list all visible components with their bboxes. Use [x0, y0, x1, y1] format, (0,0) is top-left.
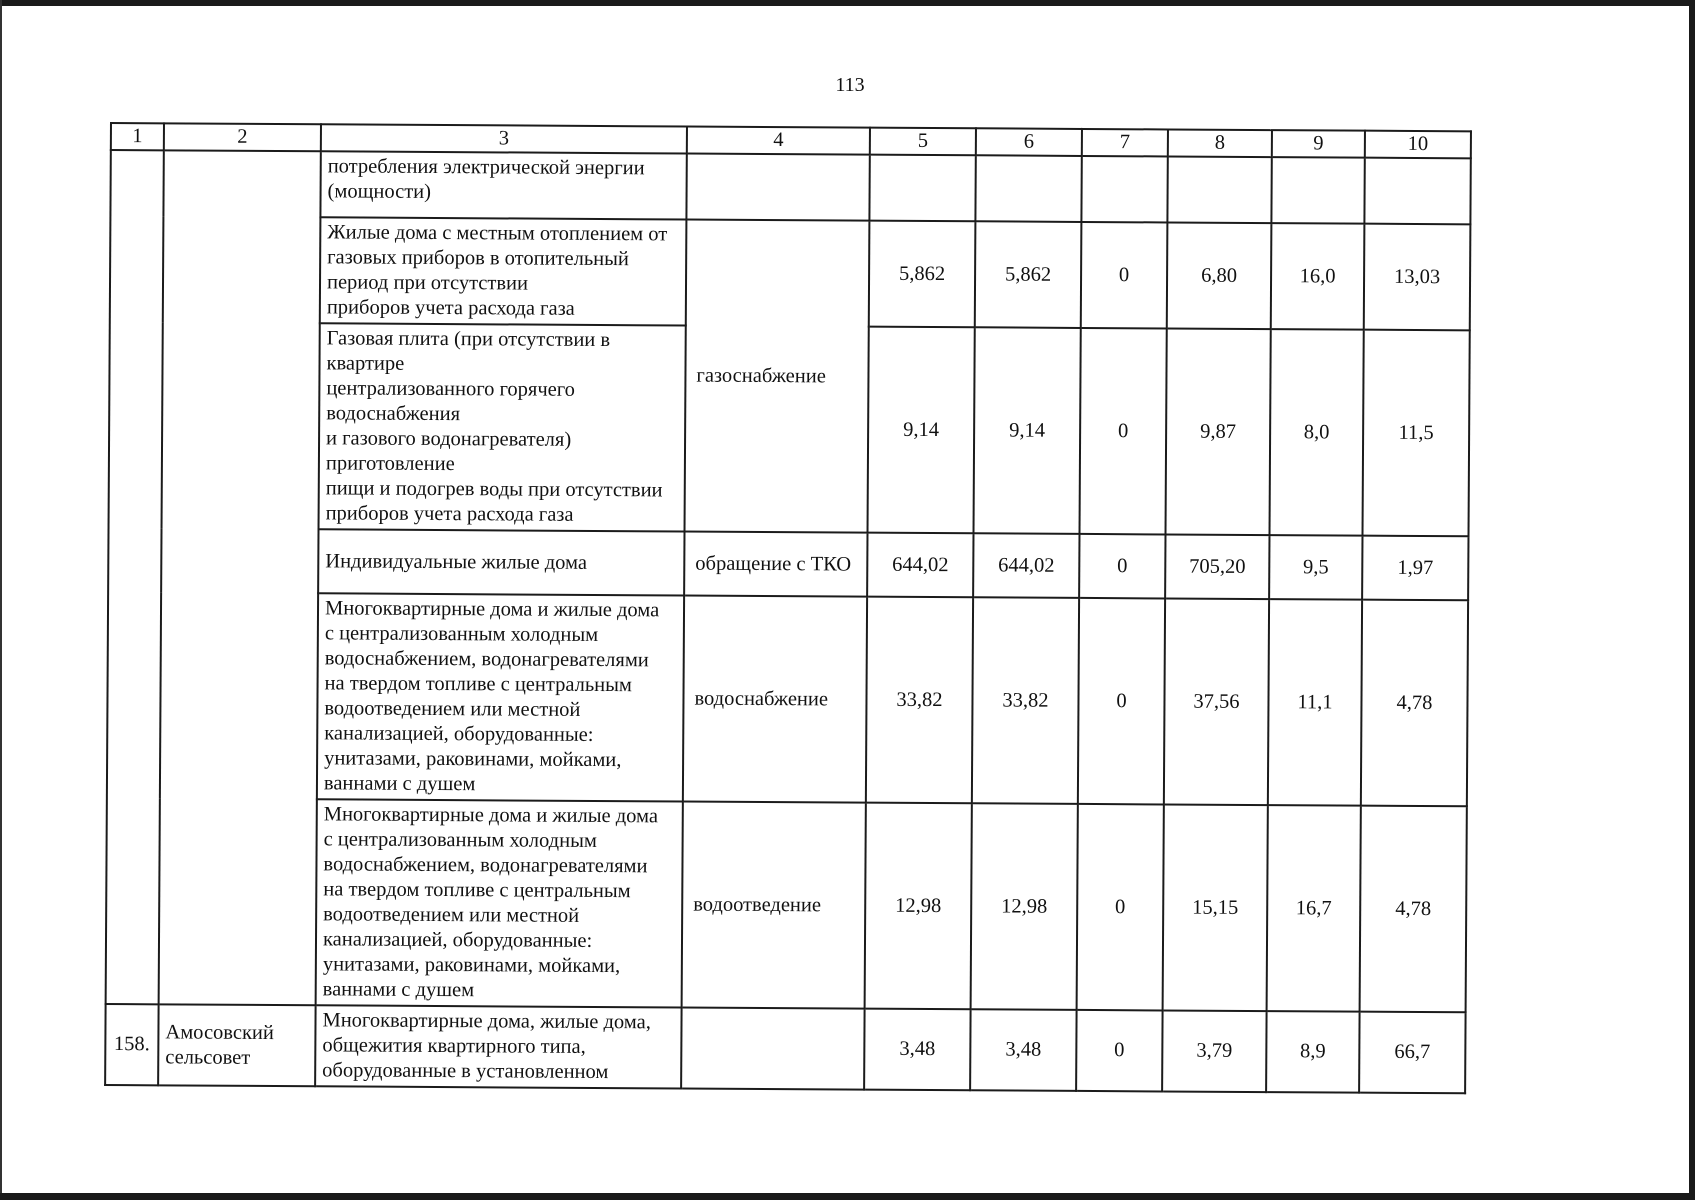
description-cell	[320, 217, 687, 325]
description-line: на твердом топливе с центральным	[324, 672, 633, 697]
table-row	[110, 150, 1470, 224]
header-cell: 7	[1082, 129, 1168, 157]
value-col6: 3,48	[970, 1009, 1076, 1091]
description-line: общежития квартирного типа,	[322, 1034, 586, 1058]
value-col5: 33,82	[866, 597, 973, 804]
value-col5: 5,862	[869, 221, 976, 328]
description-line: период при отсутствии	[326, 271, 529, 295]
scan-edge-top	[0, 0, 1695, 6]
value-col7: 0	[1079, 534, 1165, 599]
value-col5: 12,98	[865, 803, 972, 1010]
description-cell	[319, 323, 686, 531]
value-col6	[975, 155, 1081, 222]
description-cell	[315, 1005, 681, 1088]
header-cell: 8	[1168, 129, 1272, 157]
value-col6: 9,14	[974, 327, 1081, 534]
description-line: на твердом топливе с центральным	[323, 878, 631, 903]
settlement-cell	[158, 1004, 315, 1086]
value-col5	[869, 155, 975, 222]
value-col6: 12,98	[971, 803, 1078, 1010]
header-cell: 5	[870, 128, 976, 156]
description-cell	[318, 529, 684, 595]
value-col8: 37,56	[1164, 598, 1269, 805]
page-number: 113	[835, 74, 865, 96]
value-col5: 3,48	[864, 1009, 970, 1091]
value-col7: 0	[1081, 222, 1168, 329]
service-cell: газоснабжение	[685, 220, 870, 533]
description-line: ваннами с душем	[323, 772, 476, 796]
value-col10: 66,7	[1359, 1012, 1465, 1094]
scan-edge-left	[0, 0, 2, 1200]
description-line: оборудованные в установленном	[322, 1059, 609, 1084]
value-col9: 9,5	[1269, 535, 1362, 600]
value-col7: 0	[1080, 328, 1167, 535]
settlement-line: Амосовский	[165, 1020, 274, 1044]
description-line: с централизованным холодным	[324, 622, 599, 646]
value-col8: 705,20	[1165, 534, 1269, 599]
description-cell	[316, 799, 683, 1007]
value-col8: 3,79	[1162, 1010, 1266, 1092]
value-col7: 0	[1077, 804, 1164, 1011]
value-col9: 8,9	[1266, 1011, 1359, 1093]
row-number-cell	[106, 150, 164, 1004]
value-col8: 6,80	[1167, 222, 1272, 329]
description-line: пищи и подогрев воды при отсутствии	[325, 477, 663, 502]
description-line: Многоквартирные дома и жилые дома	[324, 597, 660, 622]
value-col7: 0	[1078, 598, 1165, 805]
description-line: водоотведением или местной	[324, 697, 581, 721]
scan-edge-right	[1689, 0, 1695, 1200]
header-cell: 3	[321, 124, 687, 153]
description-line: (мощности)	[327, 180, 432, 203]
description-cell	[320, 151, 686, 219]
description-line: канализацией, оборудованные:	[322, 928, 593, 952]
value-col6: 644,02	[973, 533, 1079, 598]
value-col10: 1,97	[1362, 536, 1468, 601]
description-line: приборов учета расхода газа	[325, 502, 574, 526]
header-cell: 6	[976, 128, 1082, 156]
service-cell: водоотведение	[682, 802, 866, 1009]
description-line: квартире	[326, 352, 405, 375]
value-col7	[1081, 156, 1167, 223]
value-col10	[1364, 158, 1470, 225]
value-col8: 15,15	[1163, 804, 1268, 1011]
header-cell: 9	[1272, 130, 1365, 158]
description-line: газовых приборов в отопительный	[327, 246, 630, 271]
description-line: и газового водонагревателя)	[326, 427, 572, 451]
tariff-table	[104, 122, 1472, 1094]
description-line: водоснабжением, водонагревателями	[323, 853, 648, 878]
value-col5: 644,02	[867, 533, 973, 598]
settlement-cell	[159, 150, 321, 1005]
description-line: потребления электрической энергии	[327, 155, 645, 180]
value-col9: 8,0	[1269, 329, 1363, 536]
description-line: унитазами, раковинами, мойками,	[322, 953, 621, 978]
description-line: приборов учета расхода газа	[326, 296, 575, 320]
value-col9: 11,1	[1268, 599, 1362, 806]
description-line: Жилые дома с местным отоплением от	[327, 221, 668, 246]
service-cell: обращение с ТКО	[684, 532, 867, 597]
description-line: Многоквартирные дома, жилые дома,	[322, 1009, 651, 1034]
table-row	[105, 1004, 1465, 1093]
service-cell: водоснабжение	[683, 596, 867, 803]
description-line: Газовая плита (при отсутствии в	[326, 327, 611, 352]
value-col7: 0	[1076, 1010, 1162, 1092]
description-line: приготовление	[325, 452, 455, 476]
scan-edge-bottom	[0, 1193, 1695, 1200]
value-col9: 16,0	[1271, 223, 1365, 330]
value-col5: 9,14	[868, 327, 975, 534]
description-line: централизованного горячего	[326, 377, 576, 401]
header-cell: 2	[164, 123, 321, 151]
value-col8: 9,87	[1166, 328, 1271, 535]
description-cell	[317, 593, 684, 801]
description-line: унитазами, раковинами, мойками,	[324, 747, 622, 772]
value-col9: 16,7	[1267, 805, 1361, 1012]
settlement-line: сельсовет	[165, 1045, 251, 1069]
service-cell	[686, 154, 869, 221]
description-line: водоснабжением, водонагревателями	[324, 647, 649, 672]
description-line: водоснабжения	[326, 402, 461, 426]
value-col10: 13,03	[1364, 224, 1471, 331]
row-number-cell: 158.	[105, 1004, 158, 1085]
description-line: Многоквартирные дома и жилые дома	[323, 803, 659, 828]
service-cell	[681, 1008, 864, 1090]
description-line: ваннами с душем	[322, 978, 475, 1002]
header-cell: 1	[111, 123, 164, 150]
description-line: водоотведением или местной	[323, 903, 580, 927]
value-col10: 4,78	[1360, 806, 1467, 1013]
header-cell: 10	[1365, 131, 1471, 159]
description-line: канализацией, оборудованные:	[324, 722, 594, 746]
value-col6: 5,862	[975, 221, 1082, 328]
description-line: Индивидуальные жилые дома	[325, 549, 588, 574]
value-col6: 33,82	[972, 597, 1079, 804]
description-line: с централизованным холодным	[323, 828, 597, 852]
value-col10: 4,78	[1361, 600, 1468, 807]
header-cell: 4	[687, 127, 870, 155]
value-col9	[1271, 157, 1364, 224]
value-col10: 11,5	[1362, 330, 1469, 537]
value-col8	[1167, 156, 1271, 223]
